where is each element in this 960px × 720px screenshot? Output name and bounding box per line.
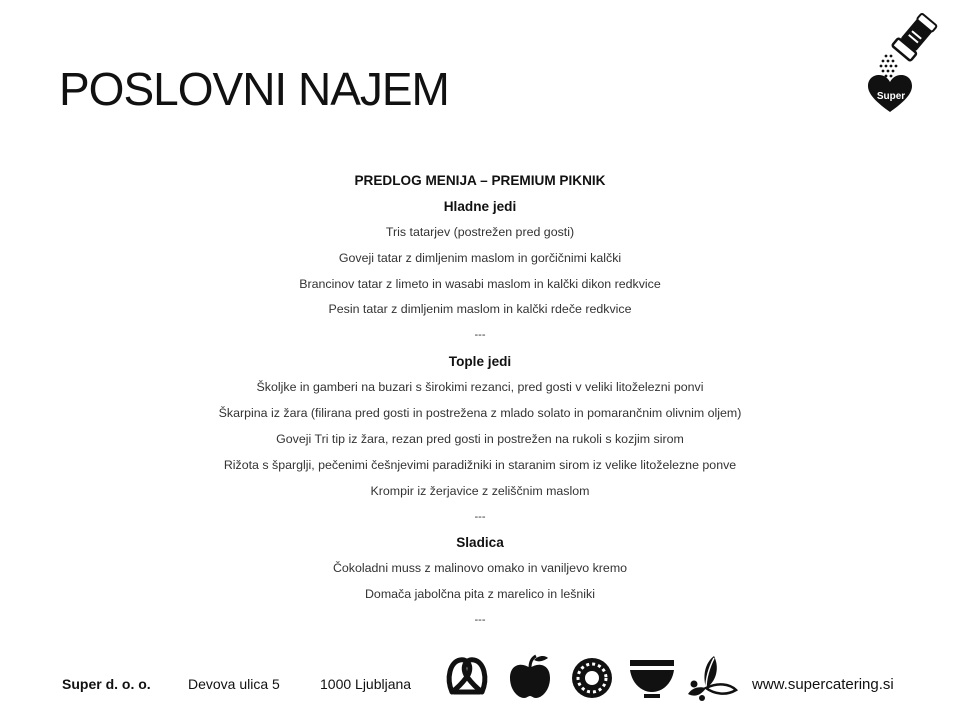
- pretzel-icon: [449, 660, 485, 692]
- section-heading: Sladica: [456, 535, 504, 551]
- apple-icon: [510, 656, 550, 698]
- bowl-icon: [630, 660, 674, 698]
- street-address: Devova ulica 5: [188, 676, 280, 692]
- menu-item: Brancinov tatar z limeto in wasabi maslom in kalčki dikon redkvice: [299, 276, 661, 291]
- menu-item: Školjke in gamberi na buzari s širokimi rezanci, pred gosti v veliki litoželezni ponvi: [256, 380, 704, 395]
- separator: ---: [474, 329, 486, 342]
- section-heading: Tople jedi: [448, 354, 512, 370]
- separator: ---: [474, 614, 486, 627]
- menu-item: Čokoladni muss z malinovo omako in vaniljevo kremo: [332, 561, 628, 576]
- menu-proposal: [0, 168, 960, 634]
- website-link[interactable]: www.supercatering.si: [752, 676, 894, 693]
- section-heading: Hladne jedi: [443, 198, 517, 214]
- menu-title: PREDLOG MENIJA – PREMIUM PIKNIK: [354, 173, 606, 188]
- menu-item: Domača jabolčna pita z marelico in lešniki: [364, 587, 596, 602]
- food-icons: [444, 648, 744, 704]
- page-title: POSLOVNI NAJEM: [59, 63, 449, 115]
- menu-item: Krompir iz žerjavice z zeliščnim maslom: [370, 483, 590, 498]
- menu-item: Škarpina iz žara (filirana pred gosti in postrežena z mlado solato in pomarančnim olivnim oljem): [218, 406, 742, 421]
- logo-text: Super: [876, 91, 906, 102]
- menu-item: Goveji Tri tip iz žara, rezan pred gosti in postrežen na rukoli s kozjim sirom: [276, 431, 684, 446]
- company-name: Super d. o. o.: [62, 676, 151, 692]
- herb-leaves-icon: [688, 656, 736, 701]
- donut-icon: [572, 658, 612, 698]
- menu-item: Goveji tatar z dimljenim maslom in gorčičnimi kalčki: [338, 250, 622, 265]
- super-logo: [862, 10, 942, 114]
- city-address: 1000 Ljubljana: [320, 676, 412, 692]
- separator: ---: [474, 510, 486, 523]
- menu-item: Pesin tatar z dimljenim maslom in kalčki rdeče redkvice: [328, 302, 632, 317]
- menu-item: Rižota s šparglji, pečenimi češnjevimi paradižniki in staranim sirom iz velike litoželezne ponve: [223, 457, 737, 472]
- footer: [0, 648, 960, 720]
- menu-item: Tris tatarjev (postrežen pred gosti): [385, 224, 575, 239]
